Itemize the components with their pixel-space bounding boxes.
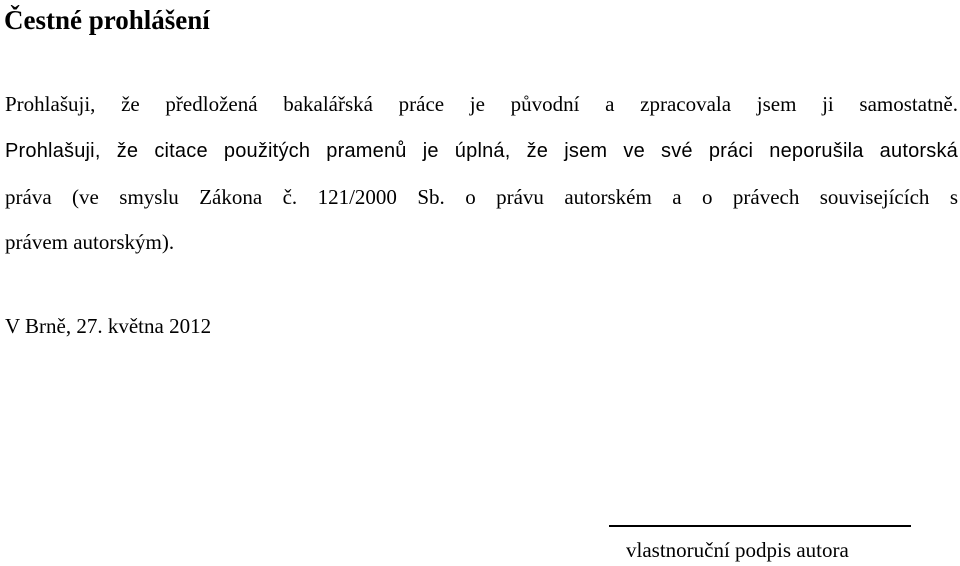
- declaration-line-2: Prohlašuji, že citace použitých pramenů je úplná, že jsem ve své práci neporušila autorská: [5, 140, 958, 162]
- page-title: Čestné prohlášení: [4, 5, 210, 35]
- declaration-line-4: právem autorským).: [5, 230, 175, 254]
- declaration-line-1: Prohlašuji, že předložená bakalářská práce je původní a zpracovala jsem ji samostatně.: [5, 92, 958, 116]
- declaration-line-3: práva (ve smyslu Zákona č. 121/2000 Sb. o právu autorském a o právech souvisejících s: [5, 185, 958, 209]
- signature-line: [609, 525, 911, 527]
- signature-label: vlastnoruční podpis autora: [626, 538, 849, 562]
- place-date: V Brně, 27. května 2012: [5, 314, 212, 338]
